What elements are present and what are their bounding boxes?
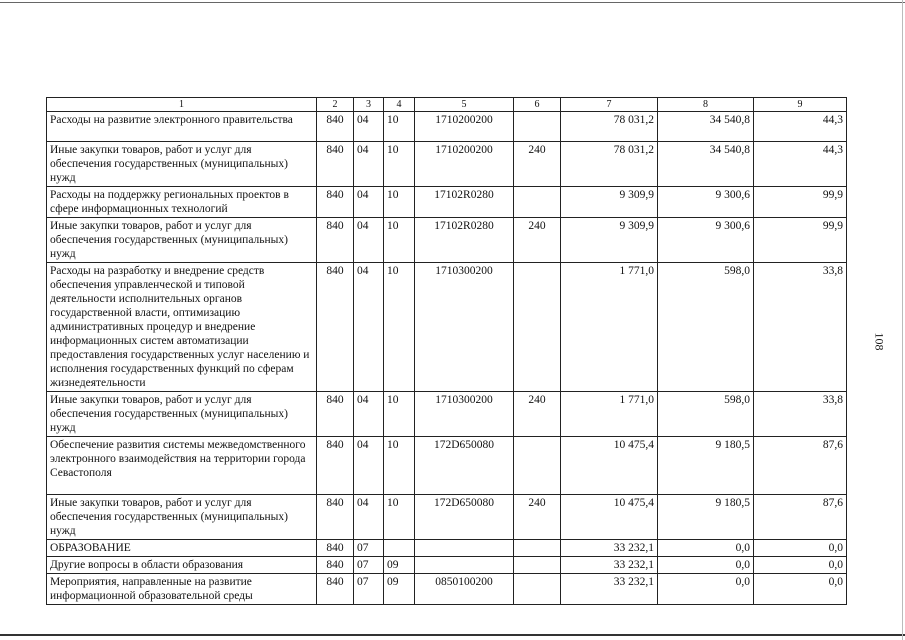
subsection-code-cell: 10 xyxy=(384,392,415,437)
percent-cell: 87,6 xyxy=(754,437,847,495)
section-code-cell: 04 xyxy=(354,437,384,495)
subsection-code-cell: 10 xyxy=(384,187,415,218)
actual-amount-cell: 0,0 xyxy=(658,540,754,557)
subsection-code-cell: 10 xyxy=(384,142,415,187)
header-cell: 9 xyxy=(754,98,847,112)
subsection-code-cell: 10 xyxy=(384,218,415,263)
section-code-cell: 04 xyxy=(354,218,384,263)
actual-amount-cell: 9 180,5 xyxy=(658,437,754,495)
ved-code-cell: 840 xyxy=(317,540,354,557)
scan-bottom-edge xyxy=(0,634,905,636)
target-article-cell: 17102R0280 xyxy=(415,187,514,218)
header-cell: 1 xyxy=(47,98,317,112)
budget-table xyxy=(46,97,847,605)
section-code-cell: 04 xyxy=(354,142,384,187)
percent-cell: 44,3 xyxy=(754,112,847,142)
planned-amount-cell: 1 771,0 xyxy=(561,263,658,392)
target-article-cell xyxy=(415,557,514,574)
row-name-cell: ОБРАЗОВАНИЕ xyxy=(47,540,317,557)
actual-amount-cell: 34 540,8 xyxy=(658,142,754,187)
section-code-cell: 04 xyxy=(354,495,384,540)
row-name-cell: Иные закупки товаров, работ и услуг для обеспечения государственных (муниципальных) нужд xyxy=(47,142,317,187)
section-code-cell: 07 xyxy=(354,557,384,574)
subsection-code-cell: 10 xyxy=(384,263,415,392)
ved-code-cell: 840 xyxy=(317,495,354,540)
header-cell: 6 xyxy=(514,98,561,112)
table-row xyxy=(47,187,847,218)
row-name-cell: Иные закупки товаров, работ и услуг для обеспечения государственных (муниципальных) нужд xyxy=(47,218,317,263)
row-name-cell: Мероприятия, направленные на развитие информационной образовательной среды xyxy=(47,574,317,605)
ved-code-cell: 840 xyxy=(317,574,354,605)
ved-code-cell: 840 xyxy=(317,437,354,495)
page-number: 108 xyxy=(872,332,887,351)
row-name-cell: Расходы на развитие электронного правительства xyxy=(47,112,317,142)
header-cell: 5 xyxy=(415,98,514,112)
target-article-cell: 172D650080 xyxy=(415,495,514,540)
actual-amount-cell: 9 180,5 xyxy=(658,495,754,540)
actual-amount-cell: 9 300,6 xyxy=(658,187,754,218)
table-header-row xyxy=(47,98,847,112)
planned-amount-cell: 33 232,1 xyxy=(561,574,658,605)
ved-code-cell: 840 xyxy=(317,142,354,187)
section-code-cell: 04 xyxy=(354,112,384,142)
percent-cell: 0,0 xyxy=(754,574,847,605)
subsection-code-cell: 09 xyxy=(384,557,415,574)
header-cell: 4 xyxy=(384,98,415,112)
actual-amount-cell: 34 540,8 xyxy=(658,112,754,142)
expense-type-cell: 240 xyxy=(514,218,561,263)
section-code-cell: 07 xyxy=(354,574,384,605)
row-name-cell: Расходы на разработку и внедрение средств обеспечения управленческой и типовой деятельности исполнительных органов государственной власти, оптимизацию административных процедур и внедрение информационных систем автоматизации предоставления государственных услуг населению и исполнения государственных функций по сферам жизнедеятельности xyxy=(47,263,317,392)
header-cell: 3 xyxy=(354,98,384,112)
table-row xyxy=(47,574,847,605)
ved-code-cell: 840 xyxy=(317,557,354,574)
subsection-code-cell: 09 xyxy=(384,574,415,605)
percent-cell: 44,3 xyxy=(754,142,847,187)
planned-amount-cell: 33 232,1 xyxy=(561,540,658,557)
scan-top-edge xyxy=(0,2,905,3)
planned-amount-cell: 78 031,2 xyxy=(561,112,658,142)
ved-code-cell: 840 xyxy=(317,112,354,142)
actual-amount-cell: 598,0 xyxy=(658,263,754,392)
target-article-cell xyxy=(415,540,514,557)
subsection-code-cell: 10 xyxy=(384,495,415,540)
table-row xyxy=(47,112,847,142)
row-name-cell: Расходы на поддержку региональных проектов в сфере информационных технологий xyxy=(47,187,317,218)
target-article-cell: 1710200200 xyxy=(415,142,514,187)
subsection-code-cell: 10 xyxy=(384,437,415,495)
expense-type-cell xyxy=(514,540,561,557)
row-name-cell: Иные закупки товаров, работ и услуг для обеспечения государственных (муниципальных) нужд xyxy=(47,495,317,540)
table-row xyxy=(47,540,847,557)
header-cell: 2 xyxy=(317,98,354,112)
table-row xyxy=(47,495,847,540)
expense-type-cell: 240 xyxy=(514,392,561,437)
percent-cell: 33,8 xyxy=(754,263,847,392)
subsection-code-cell: 10 xyxy=(384,112,415,142)
percent-cell: 99,9 xyxy=(754,187,847,218)
scan-right-edge xyxy=(902,0,903,640)
section-code-cell: 04 xyxy=(354,263,384,392)
section-code-cell: 04 xyxy=(354,392,384,437)
table-row xyxy=(47,263,847,392)
expense-type-cell: 240 xyxy=(514,495,561,540)
target-article-cell: 1710200200 xyxy=(415,112,514,142)
ved-code-cell: 840 xyxy=(317,218,354,263)
planned-amount-cell: 9 309,9 xyxy=(561,187,658,218)
planned-amount-cell: 10 475,4 xyxy=(561,495,658,540)
ved-code-cell: 840 xyxy=(317,392,354,437)
actual-amount-cell: 598,0 xyxy=(658,392,754,437)
header-cell: 8 xyxy=(658,98,754,112)
percent-cell: 0,0 xyxy=(754,557,847,574)
actual-amount-cell: 0,0 xyxy=(658,574,754,605)
actual-amount-cell: 0,0 xyxy=(658,557,754,574)
planned-amount-cell: 78 031,2 xyxy=(561,142,658,187)
actual-amount-cell: 9 300,6 xyxy=(658,218,754,263)
table-row xyxy=(47,218,847,263)
target-article-cell: 172D650080 xyxy=(415,437,514,495)
ved-code-cell: 840 xyxy=(317,187,354,218)
planned-amount-cell: 9 309,9 xyxy=(561,218,658,263)
planned-amount-cell: 10 475,4 xyxy=(561,437,658,495)
expense-type-cell: 240 xyxy=(514,142,561,187)
table-row xyxy=(47,557,847,574)
target-article-cell: 17102R0280 xyxy=(415,218,514,263)
row-name-cell: Другие вопросы в области образования xyxy=(47,557,317,574)
target-article-cell: 1710300200 xyxy=(415,263,514,392)
percent-cell: 0,0 xyxy=(754,540,847,557)
percent-cell: 87,6 xyxy=(754,495,847,540)
table-row xyxy=(47,437,847,495)
section-code-cell: 07 xyxy=(354,540,384,557)
expense-type-cell xyxy=(514,112,561,142)
row-name-cell: Иные закупки товаров, работ и услуг для обеспечения государственных (муниципальных) нужд xyxy=(47,392,317,437)
planned-amount-cell: 1 771,0 xyxy=(561,392,658,437)
section-code-cell: 04 xyxy=(354,187,384,218)
table-row xyxy=(47,142,847,187)
expense-type-cell xyxy=(514,557,561,574)
ved-code-cell: 840 xyxy=(317,263,354,392)
row-name-cell: Обеспечение развития системы межведомственного электронного взаимодействия на территории города Севастополя xyxy=(47,437,317,495)
expense-type-cell xyxy=(514,574,561,605)
expense-type-cell xyxy=(514,437,561,495)
expense-type-cell xyxy=(514,187,561,218)
subsection-code-cell xyxy=(384,540,415,557)
table-row xyxy=(47,392,847,437)
expense-type-cell xyxy=(514,263,561,392)
percent-cell: 33,8 xyxy=(754,392,847,437)
percent-cell: 99,9 xyxy=(754,218,847,263)
target-article-cell: 1710300200 xyxy=(415,392,514,437)
header-cell: 7 xyxy=(561,98,658,112)
target-article-cell: 0850100200 xyxy=(415,574,514,605)
planned-amount-cell: 33 232,1 xyxy=(561,557,658,574)
